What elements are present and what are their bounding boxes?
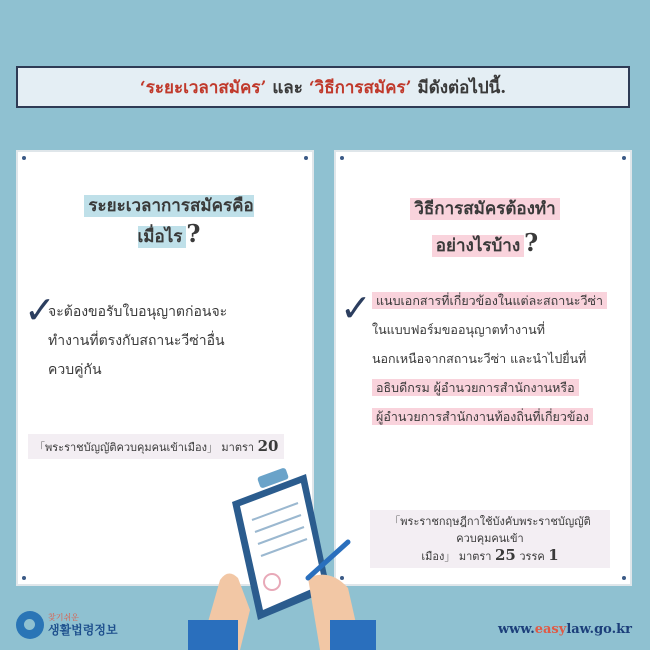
method-reference-article: 25 [494,546,516,564]
logo-title: 생활법령정보 [48,623,118,637]
method-line: นอกเหนือจากสถานะวีซ่า และนำไปยื่นที่ [372,351,587,366]
logo-icon [16,611,44,639]
corner-dot [304,156,308,160]
url-easy: easy [534,622,567,637]
method-heading [356,192,614,263]
period-body [48,298,227,385]
method-reference-paragraph: 1 [548,546,559,564]
method-reference-line1: 「พระราชกฤษฎีกาใช้บังคับพระราชบัญญัติควบคุมคนเข้า [389,515,591,545]
method-line: ในแบบฟอร์มขออนุญาตทำงานที่ [372,322,545,337]
period-heading-text: ระยะเวลาการสมัครคือเมื่อไร [84,195,253,248]
banner-term-period: ‘ระยะเวลาสมัคร’ [139,77,267,98]
method-reference [370,510,610,568]
period-reference [28,434,284,459]
period-heading [54,192,284,250]
method-line: อธิบดีกรม ผู้อำนวยการสำนักงานหรือ [372,379,579,396]
period-line: ควบคู่กัน [48,362,102,378]
url-suffix: law.go.kr [566,622,632,637]
site-logo[interactable] [16,611,118,639]
banner-tail: มีดังต่อไปนี้. [411,77,507,98]
method-reference-line2b: วรรค [515,550,549,563]
corner-dot [622,576,626,580]
corner-dot [22,156,26,160]
url-prefix: www. [497,622,535,637]
period-line: ทำงานที่ตรงกับสถานะวีซ่าอื่น [48,333,225,349]
check-icon: ✓ [340,286,372,330]
period-reference-number: 20 [257,437,279,455]
banner-term-method: ‘วิธีการสมัคร’ [308,77,412,98]
site-url-link[interactable] [498,622,632,637]
question-mark: ? [186,219,201,248]
method-reference-line2a: เมือง」 มาตรา [421,550,495,563]
method-heading-line2: อย่างไรบ้าง [432,235,524,257]
clipboard-illustration [180,460,380,650]
logo-tagline: 찾기쉬운 [48,613,79,622]
question-mark: ? [524,228,539,257]
hand-left-icon [188,573,250,650]
method-heading-line1: วิธีการสมัครต้องทำ [410,198,559,220]
method-body [372,286,607,431]
corner-dot [22,576,26,580]
check-icon: ✓ [24,288,56,332]
corner-dot [622,156,626,160]
period-reference-text: 「พระราชบัญญัติควบคุมคนเข้าเมือง」 มาตรา [34,441,255,454]
banner-and: และ [266,77,309,98]
hand-right-icon [308,575,376,650]
title-banner [16,66,630,108]
period-line: จะต้องขอรับใบอนุญาตก่อนจะ [48,304,228,320]
method-line: ผู้อำนวยการสำนักงานท้องถิ่นที่เกี่ยวข้อง [372,408,593,425]
method-line: แนบเอกสารที่เกี่ยวข้องในแต่ละสถานะวีซ่า [372,292,607,309]
corner-dot [340,156,344,160]
